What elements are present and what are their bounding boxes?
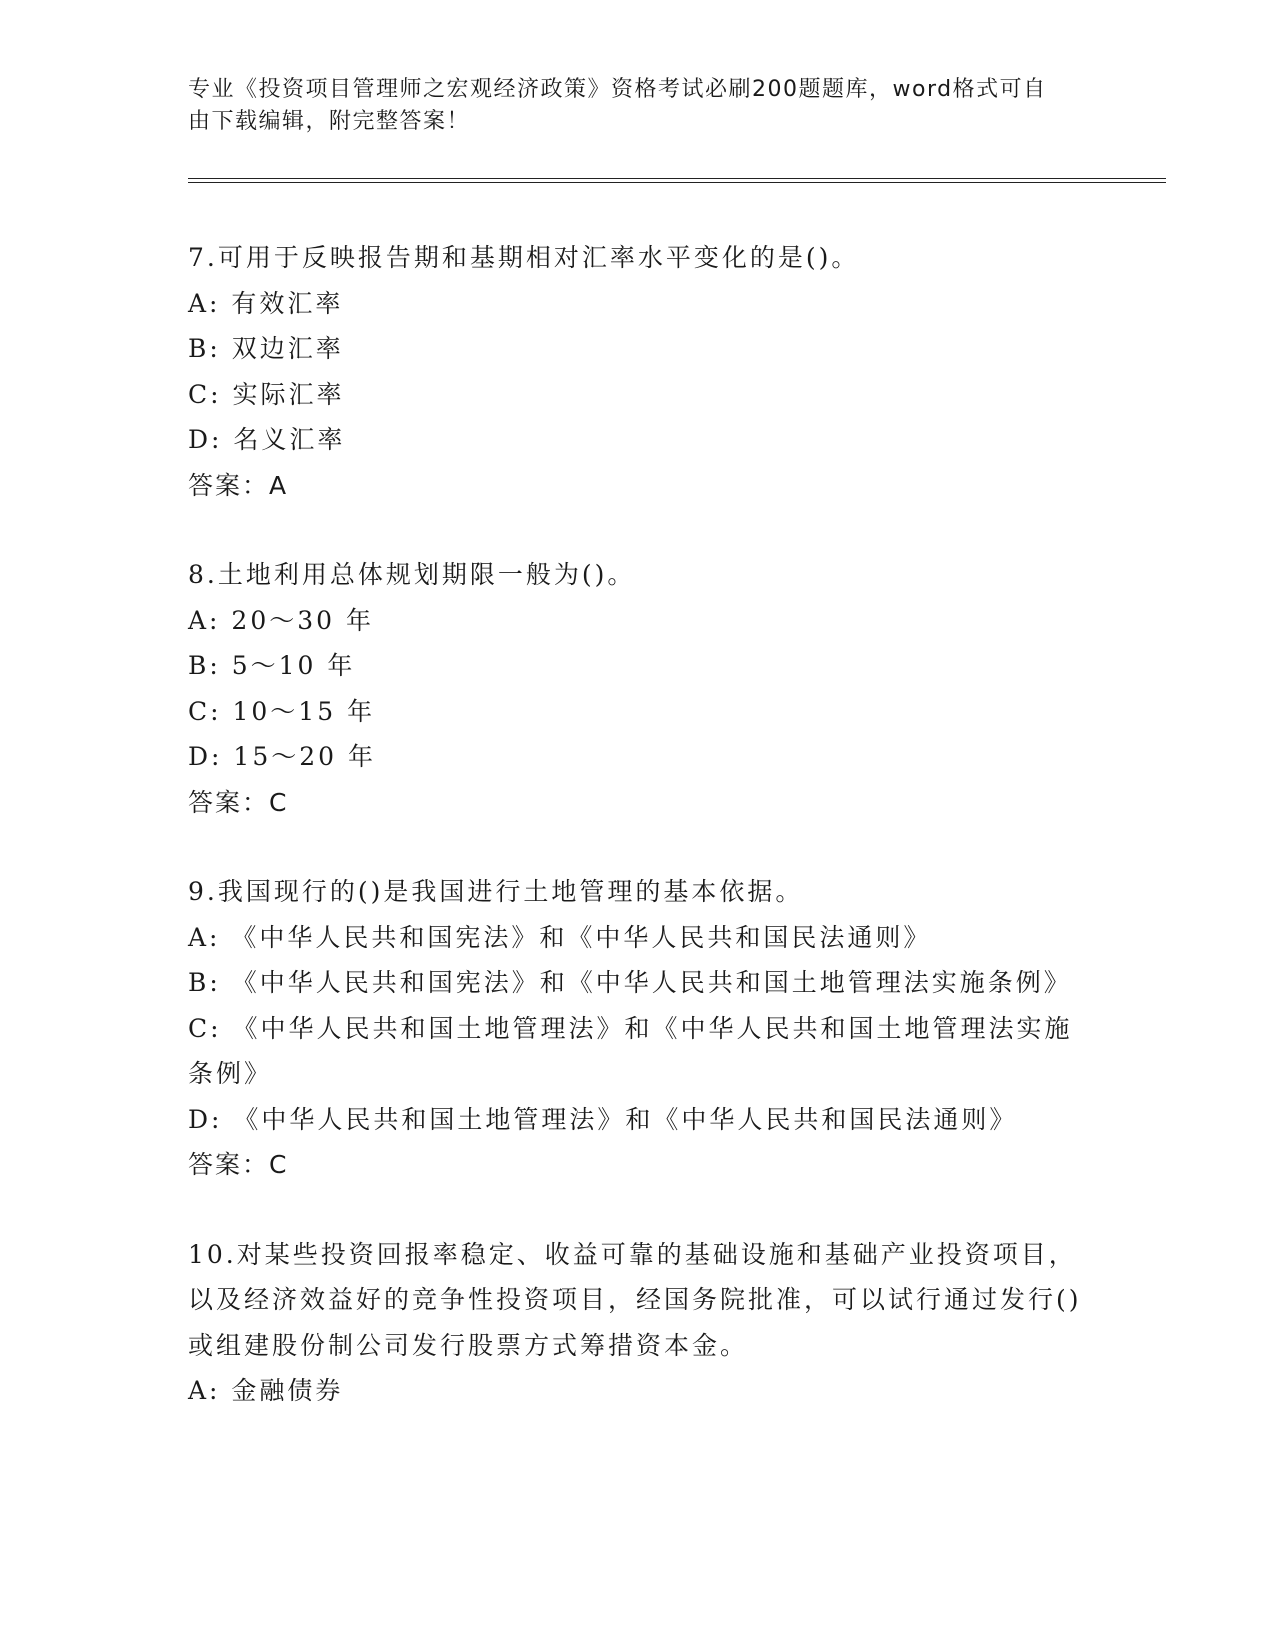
question-stem: 8.土地利用总体规划期限一般为()。 [188,560,636,589]
question-stem: 10.对某些投资回报率稳定、收益可靠的基础设施和基础产业投资项目，以及经济效益好的竞争性投资项目，经国务院批准，可以试行通过发行()或组建股份制公司发行股票方式筹措资本金。 [188,1239,1082,1360]
question-10 [188,1232,1088,1414]
option-c: C: 10～15 年 [188,696,376,726]
header-divider-bottom [188,182,1166,183]
question-7 [188,235,1088,508]
question-8 [188,552,1088,825]
option-c: C: 《中华人民共和国土地管理法》和《中华人民共和国土地管理法实施条例》 [188,1013,1073,1088]
option-a: A: 《中华人民共和国宪法》和《中华人民共和国民法通则》 [188,922,932,952]
option-a: A: 有效汇率 [188,288,344,318]
answer-label: 答案：A [188,470,289,500]
answer-label: 答案：C [188,1150,289,1179]
option-b: B: 《中华人民共和国宪法》和《中华人民共和国土地管理法实施条例》 [188,968,1072,997]
question-9 [188,869,1088,1188]
option-c: C: 实际汇率 [188,379,345,409]
option-a: A: 20～30 年 [188,605,374,635]
option-d: D: 《中华人民共和国土地管理法》和《中华人民共和国民法通则》 [188,1104,1018,1134]
header-divider-top [188,178,1166,179]
option-a: A: 金融债券 [188,1376,344,1405]
option-d: D: 名义汇率 [188,425,346,454]
question-list [188,235,1088,1458]
option-b: B: 双边汇率 [188,334,344,363]
option-d: D: 15～20 年 [188,742,376,771]
question-stem: 7.可用于反映报告期和基期相对汇率水平变化的是()。 [188,243,860,272]
answer-label: 答案：C [188,787,289,817]
option-b: B: 5～10 年 [188,651,356,680]
question-stem: 9.我国现行的()是我国进行土地管理的基本依据。 [188,877,804,906]
document-header: 专业《投资项目管理师之宏观经济政策》资格考试必刷200题题库，word格式可自由下载编辑，附完整答案！ [188,77,1047,134]
